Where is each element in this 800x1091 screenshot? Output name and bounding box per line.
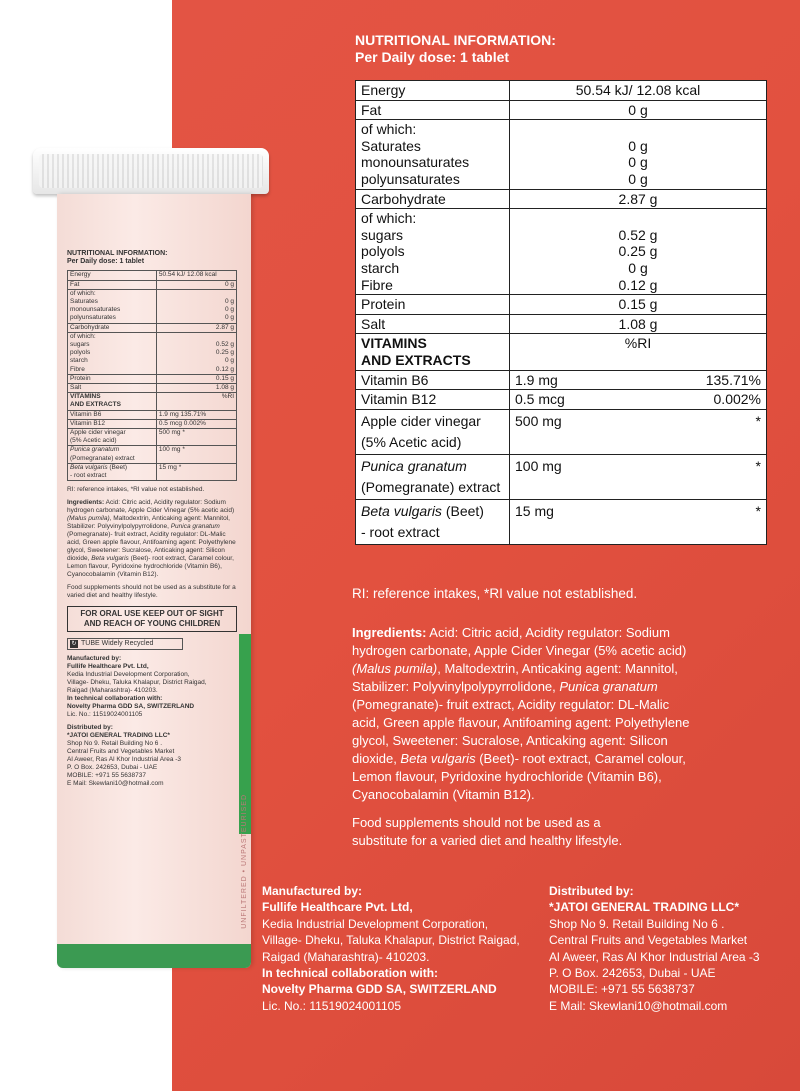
- tube-ri-note: RI: reference intakes, *RI value not established.: [67, 486, 205, 494]
- tube-body: [57, 194, 251, 968]
- tube-manufacturer: Manufactured by: Fullife Healthcare Pvt. Ltd, Kedia Industrial Development Corporation, Village- Dheku, Taluka Khalapur, District Raigad, Raigad (Maharashtra)- 410203. In technical collaboration with: Novelty Pharma GDD SA, SWITZERLAND Lic. No.: 11519024001105: [67, 655, 207, 719]
- table-row: of which: sugars polyols starch Fibre 0.52 g 0.25 g 0 g 0.12 g: [356, 209, 767, 295]
- table-row: Beta vulgaris (Beet) - root extract 15 mg *: [356, 499, 767, 544]
- product-tube-image: [33, 148, 273, 968]
- food-supplement-note: Food supplements should not be used as a substitute for a varied diet and healthy lifestyle.: [352, 815, 623, 848]
- table-row: Salt 1.08 g: [356, 314, 767, 334]
- tube-food-note: Food supplements should not be used as a substitute for a varied diet and healthy lifestyle.: [67, 584, 236, 600]
- table-row: Vitamin B6 1.9 mg 135.71%: [356, 370, 767, 390]
- table-row: VITAMINS AND EXTRACTS %RI: [356, 334, 767, 370]
- nutrition-title: NUTRITIONAL INFORMATION:: [355, 32, 556, 48]
- table-row: Vitamin B12 0.5 mcg 0.002%: [356, 390, 767, 410]
- nutrition-heading: [355, 32, 556, 66]
- table-row: Apple cider vinegar (5% Acetic acid) 500 mg *: [356, 409, 767, 454]
- tube-green-band: [57, 944, 251, 968]
- ingredients-text: Ingredients: Acid: Citric acid, Acidity regulator: Sodium hydrogen carbonate, Apple Cider Vinegar (5% acetic acid) (Malus pumila), Maltodextrin, Anticaking agent: Mannitol, Stabilizer: Polyvinylpolypyrrolidone, Punica granatum (Pomegranate)- fruit extract, Acidity regulator: DL-Malic acid, Green apple flavour, Antifoaming agent: Polyethylene glycol, Sweetener: Sucralose, Anticaking agent: Silicon dioxide, Beta vulgaris (Beet)- root extract, Caramel colour, Lemon flavour, Pyridoxine hydrochloride (Vitamin B6), Cyanocobalamin (Vitamin B12).: [352, 625, 690, 802]
- tube-cap: [33, 148, 269, 194]
- table-row: Punica granatum (Pomegranate) extract 100 mg *: [356, 454, 767, 499]
- table-row: Fat 0 g: [356, 100, 767, 120]
- tube-distributor: Distributed by: *JATOI GENERAL TRADING LLC* Shop No 9. Retail Building No 6 . Central Fruits and Vegetables Market Al Aweer, Ras Al Khor Industrial Area -3 P. O Box. 242653, Dubai - UAE MOBILE: +971 55 5638737 E Mail: Skewlani10@hotmail.com: [67, 724, 182, 788]
- tube-recycle-badge: ↻ TUBE Widely Recycled: [67, 638, 183, 650]
- table-row: Energy 50.54 kJ/ 12.08 kcal: [356, 81, 767, 101]
- tube-label-table: Energy 50.54 kJ/ 12.08 kcal Fat 0 g of which: Saturates monounsaturates polyunsaturates 0 g 0 g 0 g Carbohydrate 2.87 g of which: sugars polyols starch Fibre 0.52 g 0.25 g 0 g 0.12 g Protein 0.15 g Salt 1.08 g VITAMINS AND EXTRACTS %RI Vitamin B6 1.9 mg 135.71% Vitamin B12 0.5 mcg 0.002% Apple cider vinegar (5% Acetic acid) 500 mg * Punica granatum (Pomegranate) extract 100 mg * Beta vulgaris (Beet) - root extract 15 mg *: [67, 270, 237, 481]
- tube-label-subtitle: Per Daily dose: 1 tablet: [67, 258, 145, 266]
- table-row: Protein 0.15 g: [356, 295, 767, 315]
- tube-warning-box: FOR ORAL USE KEEP OUT OF SIGHT AND REACH OF YOUNG CHILDREN: [67, 606, 237, 632]
- tube-label: [67, 250, 237, 788]
- tube-ingredients: Ingredients: Acid: Citric acid, Acidity regulator: Sodium hydrogen carbonate, Apple Cider Vinegar (5% acetic acid) (Malus pumila), Maltodextrin, Anticaking agent: Mannitol, Stabilizer: Polyvinylpolypyrrolidone, Punica granatum (Pomegranate)- fruit extract, Acidity regulator: DL-Malic acid, Green apple flavour, Antifoaming agent: Polyethylene glycol, Sweetener: Sucralose, Anticaking agent: Silicon dioxide, Beta vulgaris (Beet)- root extract, Caramel colour, Lemon flavour, Pyridoxine hydrochloride (Vitamin B6), Cyanocobalamin (Vitamin B12).: [67, 499, 236, 579]
- tube-side-text: UNFILTERED • UNPASTEURISED: [241, 794, 248, 929]
- distributor-block: Distributed by: *JATOI GENERAL TRADING LLC* Shop No 9. Retail Building No 6 . Central Fruits and Vegetables Market Al Aweer, Ras Al Khor Industrial Area -3 P. O Box. 242653, Dubai - UAE MOBILE: +971 55 5638737 E Mail: Skewlani10@hotmail.com: [549, 884, 760, 1013]
- nutrition-subtitle: Per Daily dose: 1 tablet: [355, 49, 510, 65]
- table-row: Carbohydrate 2.87 g: [356, 189, 767, 209]
- recycle-icon: ↻: [71, 641, 77, 648]
- manufacturer-block: Manufactured by: Fullife Healthcare Pvt. Ltd, Kedia Industrial Development Corporation, Village- Dheku, Taluka Khalapur, District Raigad, Raigad (Maharashtra)- 410203. In technical collaboration with: Novelty Pharma GDD SA, SWITZERLAND Lic. No.: 11519024001105: [262, 884, 520, 1013]
- nutrition-table: [355, 80, 767, 545]
- tube-label-title: NUTRITIONAL INFORMATION:: [67, 250, 168, 257]
- ri-note: RI: reference intakes, *RI value not established.: [352, 586, 638, 601]
- table-row: of which: Saturates monounsaturates polyunsaturates 0 g 0 g 0 g: [356, 120, 767, 189]
